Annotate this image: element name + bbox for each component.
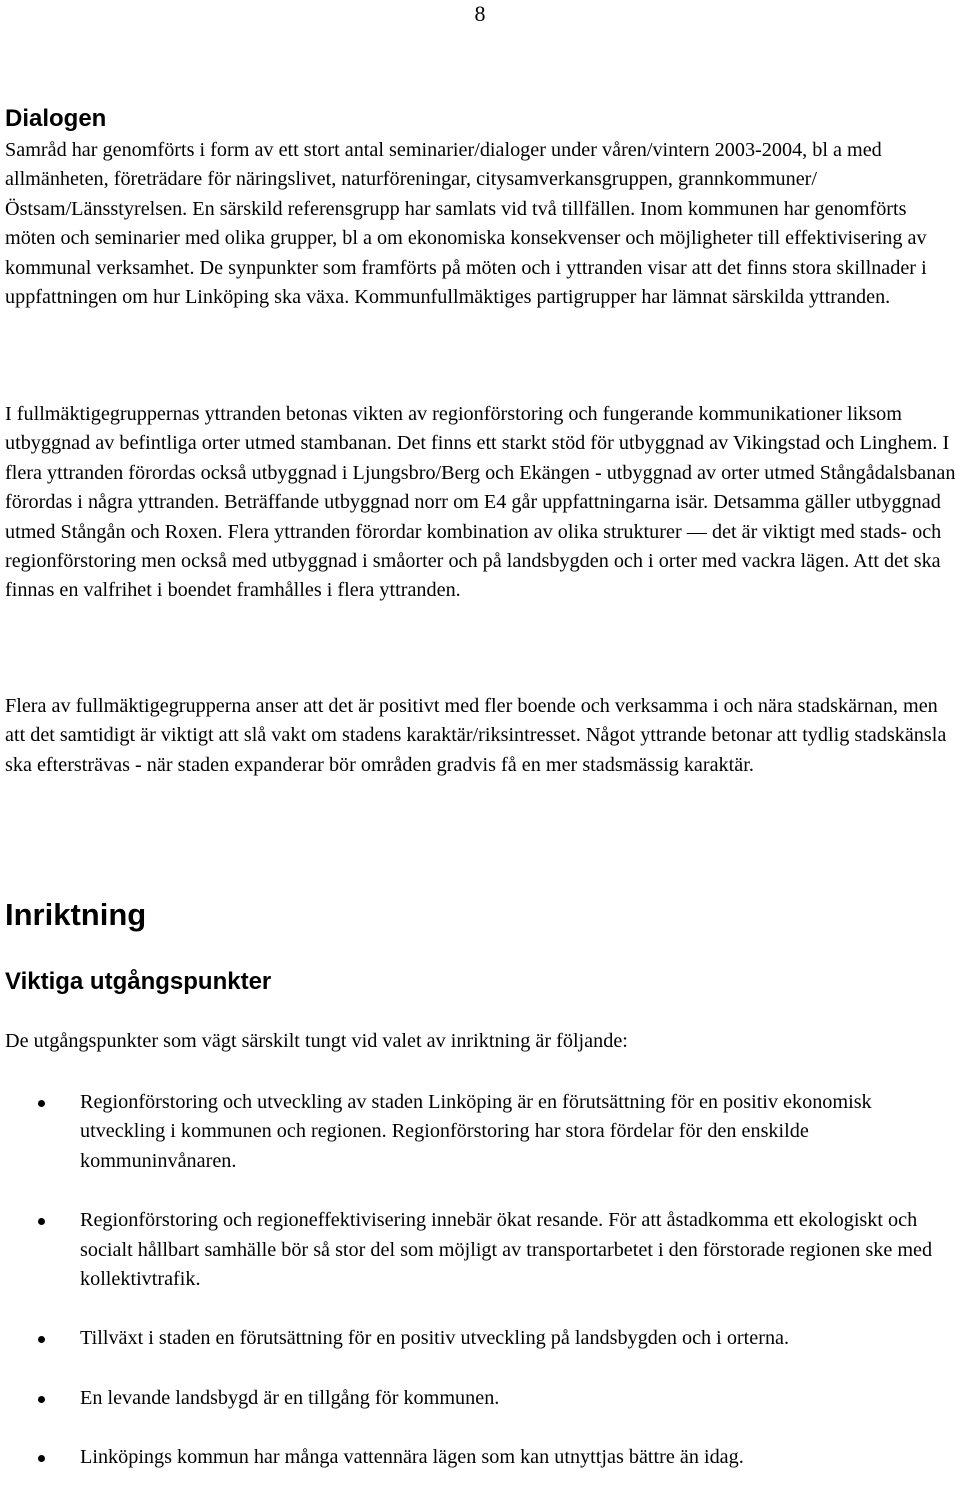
bullet-icon xyxy=(38,1336,45,1343)
bullet-list xyxy=(0,1088,960,1503)
subheading-viktiga-utgangspunkter: Viktiga utgångspunkter xyxy=(5,968,272,995)
intro-paragraph: De utgångspunkter som vägt särskilt tungt vid valet av inriktning är följande: xyxy=(5,1030,628,1052)
list-item xyxy=(0,1324,960,1353)
list-item-text: Regionförstoring och utveckling av staden Linköping är en förutsättning för en positiv ekonomisk utveckling i kommunen och regionen. Regionförstoring har stora fördelar för den enskilde kommuninvånaren. xyxy=(80,1091,872,1172)
list-item-text: Regionförstoring och regioneffektivisering innebär ökat resande. För att åstadkomma ett ekologiskt och socialt hållbart samhälle bör så stor del som möjligt av transportarbetet i den förstorade regionen ske med kollektivtrafik. xyxy=(80,1209,933,1291)
list-item-text: Linköpings kommun har många vattennära lägen som kan utnyttjas bättre än idag. xyxy=(80,1446,744,1469)
page-number: 8 xyxy=(474,1,486,26)
list-item-text: En levande landsbygd är en tillgång för kommunen. xyxy=(80,1386,500,1409)
section-heading-inriktning: Inriktning xyxy=(5,897,147,932)
list-item xyxy=(0,1443,960,1472)
bullet-icon xyxy=(38,1218,45,1225)
paragraph-dialogen-1: Samråd har genomförts i form av ett stort antal seminarier/dialoger under våren/vintern 2003-2004, bl a med allmänheten, företrädare för näringslivet, naturföreningar, citysamverkansgruppen, grannkommuner/Östsam/Länsstyrelsen. En särskild referensgrupp har samlats vid två tillfällen. Inom kommunen har genomförts möten och seminarier med olika grupper, bl a om ekonomiska konsekvenser och möjligheter till effektivisering av kommunal verksamhet. De synpunkter som framförts på möten och i yttranden visar att det finns stora skillnader i uppfattningen om hur Linköping ska växa. Kommunfullmäktiges partigrupper har lämnat särskilda yttranden. xyxy=(5,139,927,309)
bullet-icon xyxy=(38,1100,45,1107)
bullet-icon xyxy=(38,1396,45,1403)
bullet-icon xyxy=(38,1455,45,1462)
paragraph-dialogen-2: I fullmäktigegruppernas yttranden betonas vikten av regionförstoring och fungerande kommunikationer liksom utbyggnad av befintliga orter utmed stambanan. Det finns ett starkt stöd för utbyggnad av Vikingstad och Linghem. I flera yttranden förordas också utbyggnad i Ljungsbro/Berg och Ekängen - utbyggnad av orter utmed Stångådalsbanan förordas i några yttranden. Beträffande utbyggnad norr om E4 går uppfattningarna isär. Detsamma gäller utbyggnad utmed Stångån och Roxen. Flera yttranden förordar kombination av olika strukturer — det är viktigt med stads- och regionförstoring men också med utbyggnad i småorter och på landsbygden och i orter med vackra lägen. Att det ska finnas en valfrihet i boendet framhålles i flera yttranden. xyxy=(5,403,956,602)
list-item xyxy=(0,1206,960,1294)
list-item xyxy=(0,1384,960,1413)
list-item xyxy=(0,1088,960,1176)
paragraph-dialogen-3: Flera av fullmäktigegrupperna anser att det är positivt med fler boende och verksamma i och nära stadskärnan, men att det samtidigt är viktigt att slå vakt om stadens karaktär/riksintresset. Något yttrande betonar att tydlig stadskänsla ska eftersträvas - när staden expanderar bör områden gradvis få en mer stadsmässig karaktär. xyxy=(5,695,947,776)
section-heading-dialogen: Dialogen xyxy=(5,105,107,132)
list-item-text: Tillväxt i staden en förutsättning för en positiv utveckling på landsbygden och i orterna. xyxy=(80,1327,790,1350)
